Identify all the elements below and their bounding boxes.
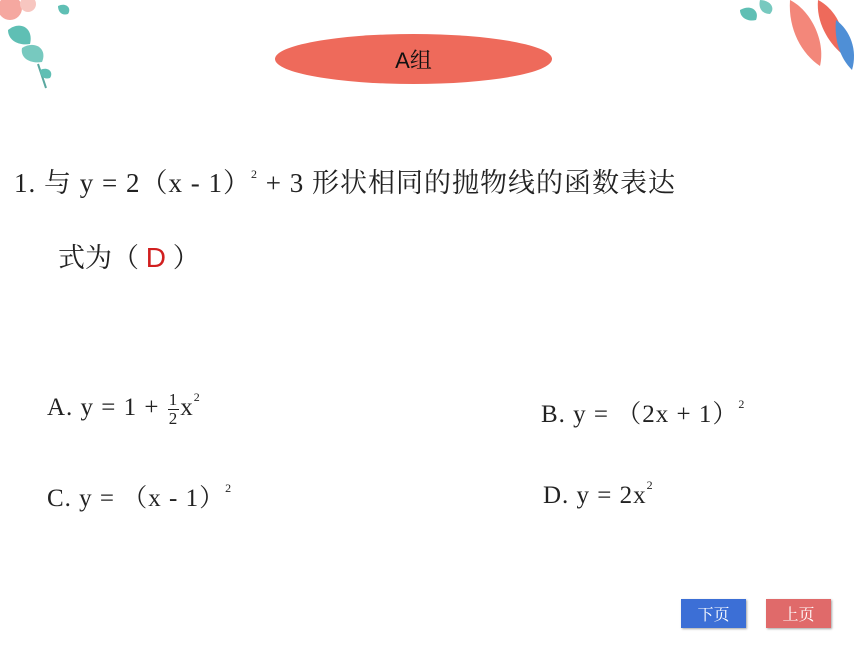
question-line-1 bbox=[14, 166, 844, 201]
question-text-b: + 3 形状相同的抛物线的函数表达 bbox=[257, 168, 676, 198]
option-c-exponent: 2 bbox=[225, 481, 233, 495]
question-number: 1. bbox=[14, 168, 37, 198]
option-a-variable: x bbox=[180, 394, 194, 421]
option-a-fraction bbox=[168, 391, 180, 427]
answer-mark: D bbox=[145, 242, 166, 273]
option-c bbox=[47, 478, 232, 514]
next-page-label: 下页 bbox=[697, 605, 730, 624]
floral-decoration-left bbox=[0, 0, 90, 100]
fraction-numerator: 1 bbox=[168, 390, 179, 410]
floral-decoration-right bbox=[730, 0, 860, 80]
option-b-exponent: 2 bbox=[738, 397, 746, 411]
option-b bbox=[541, 394, 745, 430]
option-a-exponent: 2 bbox=[193, 390, 201, 404]
question-line2-a: 式为（ bbox=[58, 243, 139, 273]
question-line-2 bbox=[58, 236, 200, 275]
group-label-pill bbox=[275, 34, 552, 84]
question-exponent: 2 bbox=[250, 167, 258, 181]
option-a-prefix: A. y = 1 + bbox=[47, 394, 167, 421]
option-d-text: D. y = 2x bbox=[543, 482, 647, 509]
question-text-a: 与 y = 2（x - 1） bbox=[44, 168, 251, 198]
option-c-text: C. y = （x - 1） bbox=[47, 485, 226, 512]
option-a bbox=[47, 390, 201, 427]
group-label: A组 bbox=[395, 47, 432, 73]
option-d-exponent: 2 bbox=[646, 478, 654, 492]
question-line2-b: ） bbox=[172, 243, 200, 273]
fraction-denominator: 2 bbox=[168, 409, 179, 429]
option-d bbox=[543, 478, 654, 510]
prev-page-label: 上页 bbox=[782, 605, 815, 624]
prev-page-button[interactable] bbox=[766, 599, 831, 628]
next-page-button[interactable] bbox=[681, 599, 746, 628]
option-b-text: B. y = （2x + 1） bbox=[541, 401, 739, 428]
